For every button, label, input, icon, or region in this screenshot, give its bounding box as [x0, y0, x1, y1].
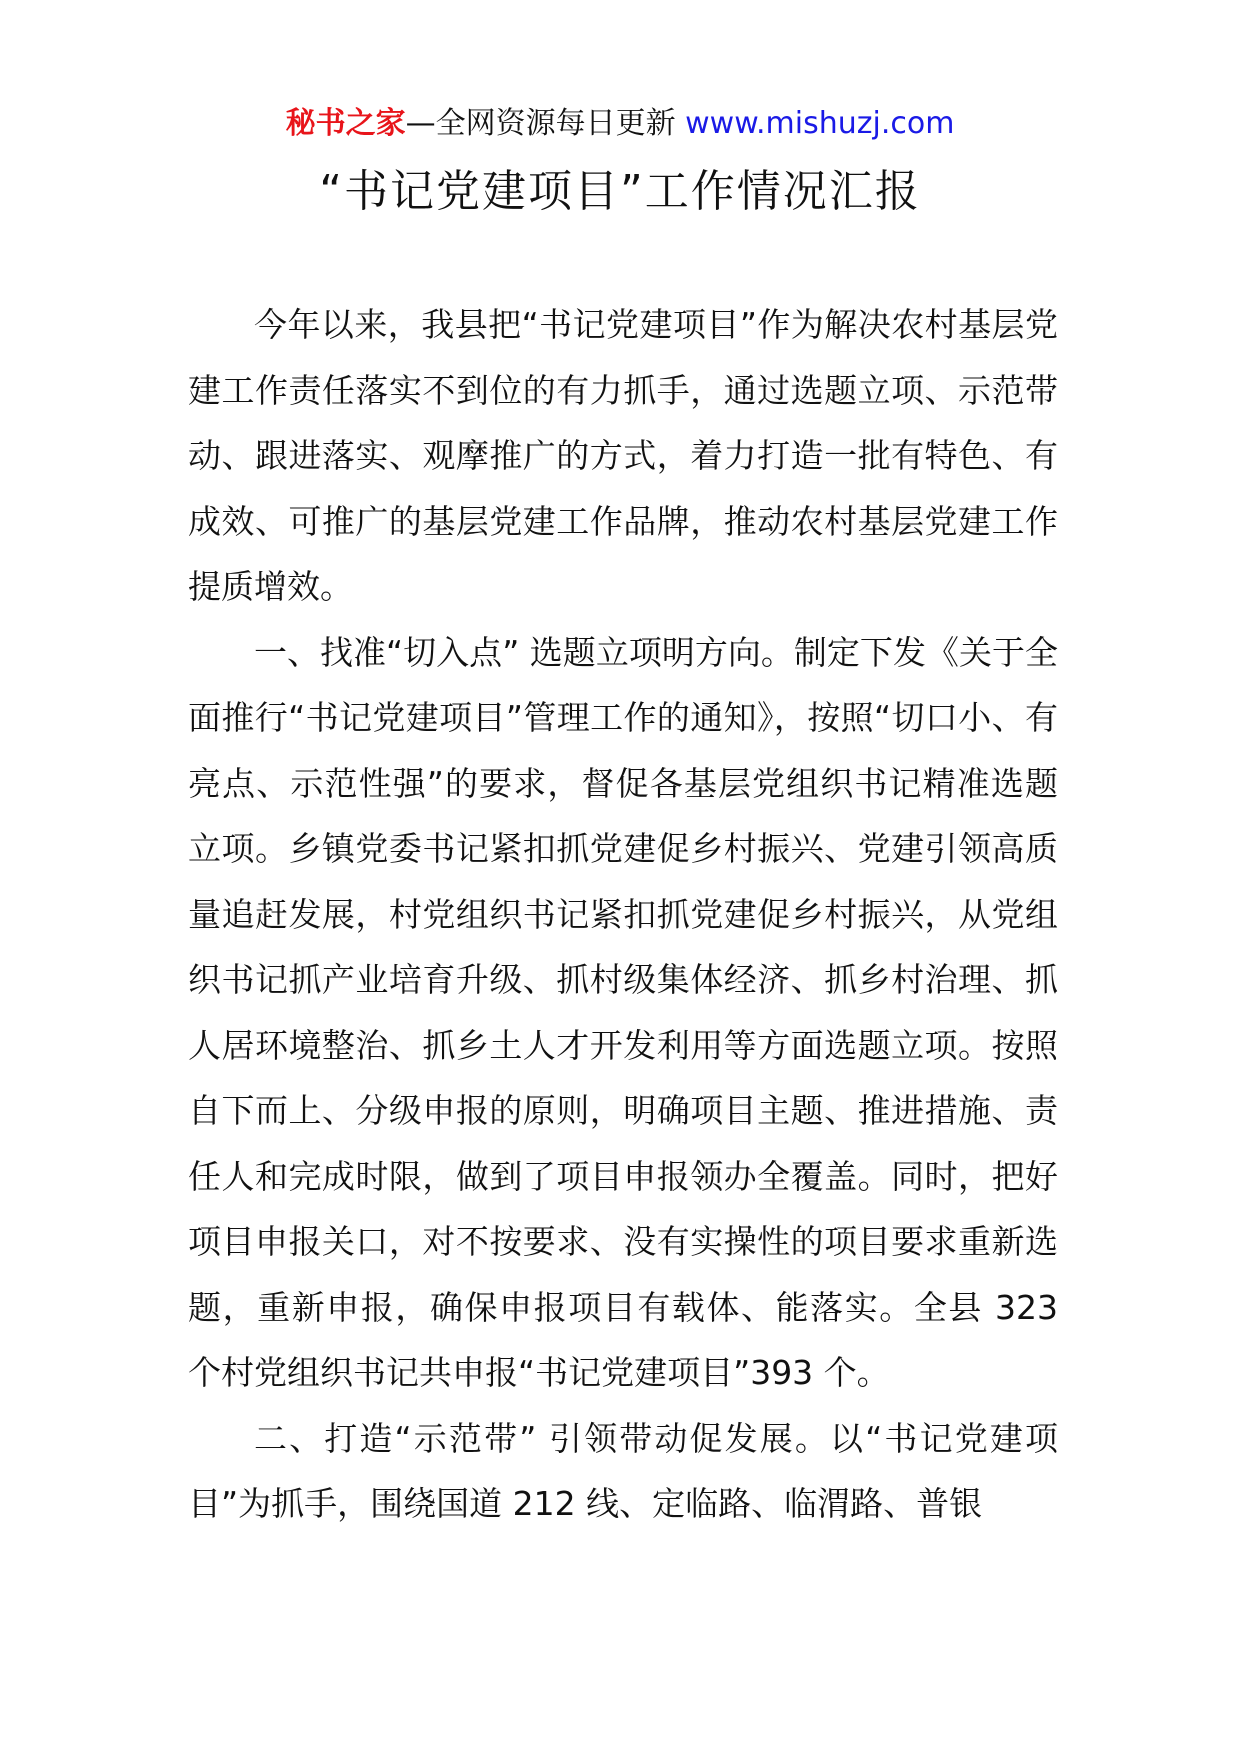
- site-tagline: —全网资源每日更新: [405, 106, 686, 141]
- paragraph-intro: 今年以来，我县把“书记党建项目”作为解决农村基层党建工作责任落实不到位的有力抓手，通过选题立项、示范带动、跟进落实、观摩推广的方式，着力打造一批有特色、有成效、可推广的基层党建工作品牌，推动农村基层党建工作提质增效。: [188, 305, 1058, 606]
- document-body: [188, 292, 1058, 1537]
- site-header: [0, 100, 1240, 148]
- paragraph-section-2: 二、打造“示范带” 引领带动促发展。以“书记党建项目”为抓手，围绕国道 212 线、定临路、临渭路、普银: [188, 1418, 1058, 1523]
- site-name: 秘书之家: [285, 106, 406, 141]
- document-title: “书记党建项目”工作情况汇报: [319, 166, 921, 217]
- site-url-link[interactable]: www.mishuzj.com: [685, 106, 955, 141]
- paragraph-section-1: 一、找准“切入点” 选题立项明方向。制定下发《关于全面推行“书记党建项目”管理工作的通知》，按照“切口小、有亮点、示范性强”的要求，督促各基层党组织书记精准选题立项。乡镇党委书记紧扣抓党建促乡村振兴、党建引领高质量追赶发展，村党组织书记紧扣抓党建促乡村振兴，从党组织书记抓产业培育升级、抓村级集体经济、抓乡村治理、抓人居环境整治、抓乡土人才开发利用等方面选题立项。按照自下而上、分级申报的原则，明确项目主题、推进措施、责任人和完成时限，做到了项目申报领办全覆盖。同时，把好项目申报关口，对不按要求、没有实操性的项目要求重新选题，重新申报，确保申报项目有载体、能落实。全县 323 个村党组织书记共申报“书记党建项目”393 个。: [188, 632, 1058, 1392]
